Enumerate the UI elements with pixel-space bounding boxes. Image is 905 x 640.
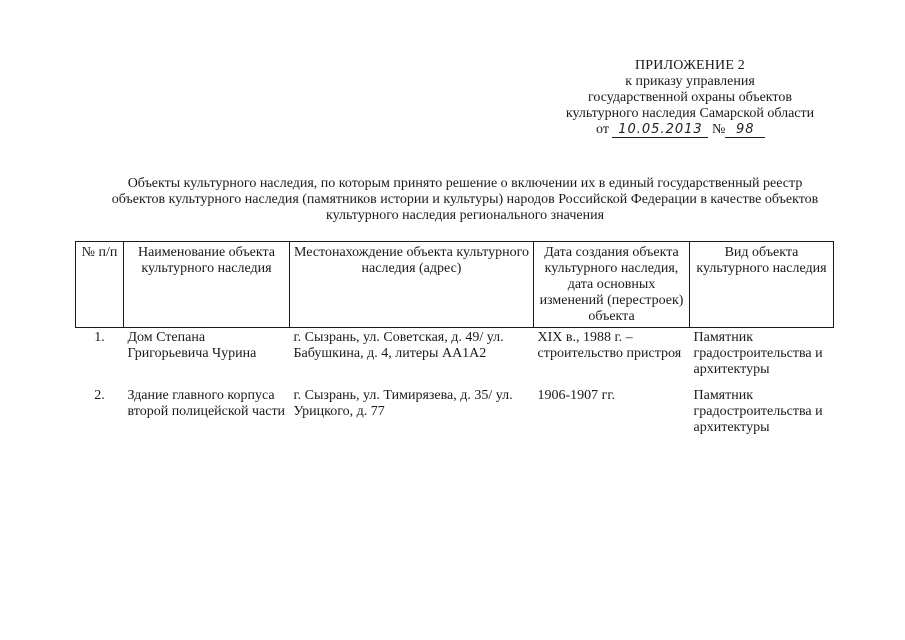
order-date: 10.05.2013 <box>612 123 708 138</box>
header-number: № п/п <box>76 242 124 328</box>
row-date: XIX в., 1988 г. – строительство пристроя <box>537 330 682 361</box>
document-title <box>60 176 870 224</box>
date-prefix: от <box>596 122 609 137</box>
header-date: Дата создания объекта культурного наследия, дата основных изменений (перестроек) объекта <box>534 242 690 328</box>
appendix-block <box>520 58 860 138</box>
header-type: Вид объекта культурного наследия <box>690 242 834 328</box>
table-row <box>76 386 834 436</box>
appendix-line-3: культурного наследия Самарской области <box>565 106 815 121</box>
row-number: 1. <box>94 330 105 345</box>
appendix-line-1: к приказу управления <box>625 74 755 89</box>
heritage-table <box>75 241 834 436</box>
appendix-line-2: государственной охраны объектов <box>588 90 792 105</box>
appendix-heading: ПРИЛОЖЕНИЕ 2 <box>634 58 746 73</box>
row-address: г. Сызрань, ул. Тимирязева, д. 35/ ул. Урицкого, д. 77 <box>293 388 513 419</box>
title-line-1: Объекты культурного наследия, по которым принято решение о включении их в единый государственный реестр <box>127 176 803 191</box>
order-date-line <box>520 122 860 138</box>
row-name: Здание главного корпуса второй полицейской части <box>127 388 286 419</box>
row-type: Памятник градостроительства и архитектуры <box>693 388 823 435</box>
row-address: г. Сызрань, ул. Советская, д. 49/ ул. Бабушкина, д. 4, литеры АА1А2 <box>293 330 504 361</box>
title-line-3: культурного наследия регионального значения <box>325 208 605 223</box>
header-address: Местонахождение объекта культурного наследия (адрес) <box>290 242 534 328</box>
row-number: 2. <box>94 388 105 403</box>
table-header-row <box>76 242 834 328</box>
row-name: Дом Степана Григорьевича Чурина <box>127 330 257 361</box>
row-type: Памятник градостроительства и архитектуры <box>693 330 823 377</box>
row-date: 1906-1907 гг. <box>537 388 616 403</box>
title-line-2: объектов культурного наследия (памятников истории и культуры) народов Российской Федерации в качестве объектов <box>111 192 819 207</box>
number-prefix: № <box>711 122 726 137</box>
table-row <box>76 328 834 387</box>
order-number: 98 <box>725 123 765 138</box>
header-name: Наименование объекта культурного наследия <box>124 242 290 328</box>
